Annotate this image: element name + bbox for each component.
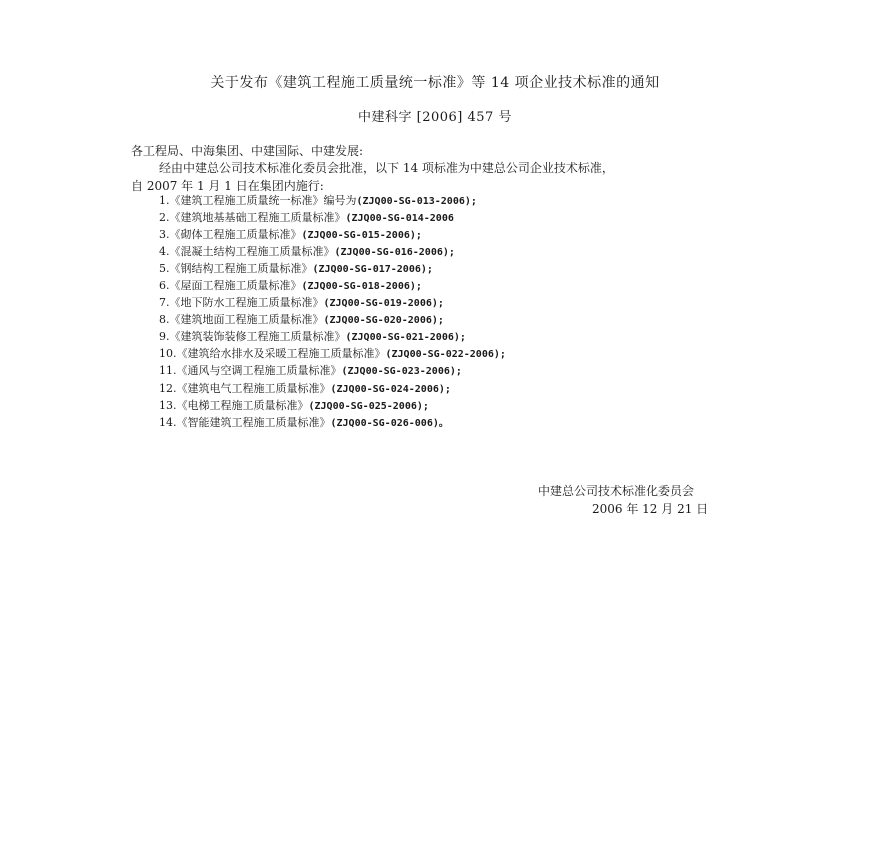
item-number: 9.	[159, 330, 170, 344]
standard-code: (ZJQ00-SG-016-2006);	[334, 247, 455, 259]
standard-code: (ZJQ00-SG-013-2006);	[356, 196, 477, 207]
standard-name: 《建筑装饰装修工程施工质量标准》	[169, 330, 346, 344]
standard-name: 《智能建筑工程施工质量标准》	[176, 415, 331, 429]
list-item	[159, 328, 506, 345]
standard-name: 《砌体工程施工质量标准》	[169, 228, 302, 242]
recipients-line: 各工程局、中海集团、中建国际、中建发展:	[131, 144, 364, 158]
list-item	[159, 397, 506, 414]
list-item	[159, 243, 506, 260]
standard-name: 《电梯工程施工质量标准》	[176, 398, 309, 412]
item-number: 8.	[159, 313, 170, 327]
standard-code: (ZJQ00-SG-023-2006);	[341, 366, 462, 378]
standard-code: (ZJQ00-SG-024-2006);	[330, 383, 451, 395]
issue-date: 2006 年 12 月 21 日	[592, 502, 709, 516]
list-item	[159, 362, 506, 379]
item-number: 2.	[159, 211, 170, 225]
item-number: 3.	[159, 228, 170, 242]
list-item	[159, 192, 506, 209]
list-item	[159, 345, 506, 362]
standard-name: 《混凝土结构工程施工质量标准》	[169, 245, 335, 259]
standard-code: (ZJQ00-SG-018-2006);	[301, 281, 422, 293]
standard-code: (ZJQ00-SG-017-2006);	[312, 264, 433, 276]
standard-name: 《建筑地面工程施工质量标准》	[169, 313, 324, 327]
standard-code: (ZJQ00-SG-014-2006	[345, 213, 454, 225]
standards-list	[159, 192, 506, 431]
standard-code: (ZJQ00-SG-025-2006);	[308, 400, 429, 412]
item-number: 4.	[159, 245, 170, 259]
standard-name: 《建筑工程施工质量统一标准》编号为	[169, 194, 357, 207]
list-item	[159, 414, 506, 431]
intro-line-1: 经由中建总公司技术标准化委员会批准，以下 14 项标准为中建总公司企业技术标准，	[159, 161, 614, 175]
item-number: 11.	[159, 364, 177, 378]
list-item	[159, 277, 506, 294]
document-title: 关于发布《建筑工程施工质量统一标准》等 14 项企业技术标准的通知	[210, 75, 660, 91]
item-number: 6.	[159, 279, 170, 293]
standard-name: 《屋面工程施工质量标准》	[169, 279, 302, 293]
list-item	[159, 311, 506, 328]
item-number: 12.	[159, 381, 177, 395]
item-number: 13.	[159, 398, 177, 412]
standard-code: (ZJQ00-SG-022-2006);	[385, 349, 506, 361]
document-number: 中建科字 [2006] 457 号	[358, 110, 512, 125]
issuer-signature: 中建总公司技术标准化委员会	[538, 484, 695, 498]
standard-name: 《建筑地基基础工程施工质量标准》	[169, 211, 346, 225]
standard-code: (ZJQ00-SG-026-006)。	[330, 417, 449, 429]
standard-code: (ZJQ00-SG-021-2006);	[345, 332, 466, 344]
item-number: 14.	[159, 415, 177, 429]
standard-code: (ZJQ00-SG-015-2006);	[301, 230, 422, 242]
item-number: 5.	[159, 262, 170, 276]
standard-code: (ZJQ00-SG-019-2006);	[323, 298, 444, 310]
item-number: 7.	[159, 296, 170, 310]
list-item	[159, 226, 506, 243]
standard-name: 《钢结构工程施工质量标准》	[169, 262, 313, 276]
list-item	[159, 260, 506, 277]
list-item	[159, 209, 506, 226]
intro-line-2: 自 2007 年 1 月 1 日在集团内施行:	[131, 179, 324, 193]
list-item	[159, 380, 506, 397]
standard-name: 《建筑电气工程施工质量标准》	[176, 381, 331, 395]
list-item	[159, 294, 506, 311]
standard-code: (ZJQ00-SG-020-2006);	[323, 315, 444, 327]
standard-name: 《地下防水工程施工质量标准》	[169, 296, 324, 310]
standard-name: 《通风与空调工程施工质量标准》	[176, 364, 342, 378]
item-number: 10.	[159, 347, 177, 361]
standard-name: 《建筑给水排水及采暖工程施工质量标准》	[176, 347, 386, 361]
item-number: 1.	[159, 194, 170, 207]
